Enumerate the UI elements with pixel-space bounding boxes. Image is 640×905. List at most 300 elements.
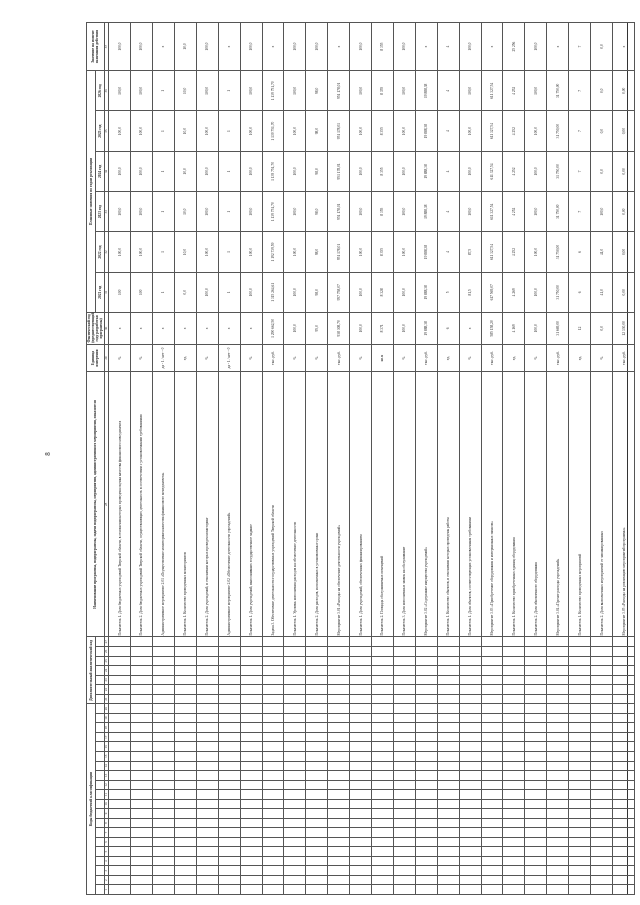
code-cell — [372, 837, 394, 847]
code-cell — [109, 732, 131, 742]
code-cell — [109, 809, 131, 819]
code-cell — [174, 761, 196, 771]
code-subheader-cell — [95, 780, 104, 790]
code-cell — [328, 704, 350, 714]
code-cell — [415, 866, 437, 876]
code-cell — [503, 666, 525, 676]
code-cell — [174, 694, 196, 704]
code-cell — [503, 828, 525, 838]
code-cell — [525, 818, 547, 828]
row-value: 100,0 — [284, 192, 306, 232]
code-cell — [284, 656, 306, 666]
code-cell — [372, 818, 394, 828]
code-cell — [547, 847, 569, 857]
code-cell — [328, 752, 350, 762]
code-cell — [459, 752, 481, 762]
row-value: 1 — [218, 71, 240, 111]
code-cell — [372, 694, 394, 704]
row-value: 100,0 — [525, 192, 547, 232]
code-cell — [152, 675, 174, 685]
row-value: 100,0 — [109, 23, 131, 71]
table-row — [437, 23, 459, 895]
row-name: Мероприятие 3.01 «Расходы на обеспечение деятельности учреждений» — [328, 372, 350, 637]
code-cell — [415, 790, 437, 800]
row-value: 611 327,54 — [481, 151, 503, 191]
code-cell — [174, 856, 196, 866]
row-value: х — [196, 312, 218, 344]
base-year-column-header: Фактический год (предшествующий году разработки программы) — [87, 312, 104, 343]
code-cell — [240, 828, 262, 838]
code-cell — [196, 847, 218, 857]
code-cell — [525, 885, 547, 895]
code-cell — [415, 752, 437, 762]
code-cell — [350, 704, 372, 714]
code-cell — [240, 856, 262, 866]
row-value: 100,0 — [240, 71, 262, 111]
code-cell — [613, 847, 635, 857]
code-cell — [415, 771, 437, 781]
row-value: 100,0 — [459, 151, 481, 191]
row-value: х — [459, 312, 481, 344]
code-cell — [350, 885, 372, 895]
code-cell — [240, 637, 262, 647]
column-number: 6 — [104, 837, 109, 847]
code-cell — [591, 647, 613, 657]
row-value: 100,0 — [196, 111, 218, 151]
row-value: х — [218, 23, 240, 71]
row-value: 100,0 — [196, 71, 218, 111]
code-cell — [218, 656, 240, 666]
code-cell — [372, 675, 394, 685]
code-cell — [613, 818, 635, 828]
row-value: 100,0 — [284, 151, 306, 191]
row-value: 98,0 — [306, 232, 328, 272]
code-cell — [372, 656, 394, 666]
code-cell — [525, 637, 547, 647]
code-cell — [328, 723, 350, 733]
code-cell — [503, 780, 525, 790]
row-value: 0,0 — [591, 71, 613, 111]
code-cell — [372, 704, 394, 714]
code-cell — [393, 647, 415, 657]
code-cell — [613, 742, 635, 752]
row-name: Показатель 2. Доля обновленного оборудования — [525, 372, 547, 637]
code-cell — [481, 732, 503, 742]
row-value: 100,0 — [350, 111, 372, 151]
row-value: х — [415, 23, 437, 71]
code-cell — [174, 675, 196, 685]
code-cell — [481, 656, 503, 666]
code-cell — [109, 847, 131, 857]
code-cell — [393, 790, 415, 800]
row-value: 10,0 — [174, 192, 196, 232]
table-row — [306, 23, 328, 895]
code-cell — [328, 780, 350, 790]
code-cell — [481, 742, 503, 752]
code-cell — [481, 856, 503, 866]
row-value: 98,0 — [306, 151, 328, 191]
code-cell — [284, 771, 306, 781]
code-cell — [459, 723, 481, 733]
code-cell — [350, 790, 372, 800]
row-value: 1 — [152, 151, 174, 191]
row-value: 611 327,54 — [481, 192, 503, 232]
row-value: х — [240, 312, 262, 344]
code-cell — [459, 885, 481, 895]
code-cell — [569, 790, 591, 800]
row-value: 100,0 — [350, 272, 372, 312]
code-cell — [437, 837, 459, 847]
code-cell — [174, 637, 196, 647]
code-cell — [503, 704, 525, 714]
code-cell — [481, 799, 503, 809]
code-cell — [196, 742, 218, 752]
code-cell — [459, 694, 481, 704]
code-cell — [591, 656, 613, 666]
code-cell — [415, 666, 437, 676]
column-number: 10 — [104, 799, 109, 809]
code-cell — [240, 732, 262, 742]
code-cell — [415, 780, 437, 790]
code-cell — [240, 675, 262, 685]
code-cell — [525, 875, 547, 885]
code-cell — [306, 866, 328, 876]
code-cell — [437, 856, 459, 866]
row-value: 4 252 — [503, 71, 525, 111]
column-number: 34 — [104, 151, 109, 191]
row-value: 100,0 — [393, 151, 415, 191]
row-value: х — [152, 23, 174, 71]
code-subheader-cell — [95, 885, 104, 895]
code-cell — [503, 752, 525, 762]
extra-code-group-header: Дополнительный аналитический код — [87, 637, 96, 704]
code-cell — [152, 856, 174, 866]
code-cell — [306, 761, 328, 771]
code-cell — [306, 752, 328, 762]
row-value: 1 — [152, 272, 174, 312]
table-row — [459, 23, 481, 895]
code-cell — [262, 837, 284, 847]
code-cell — [393, 885, 415, 895]
code-cell — [481, 675, 503, 685]
code-cell — [174, 818, 196, 828]
code-cell — [109, 885, 131, 895]
row-value: 31 669,00 — [547, 312, 569, 344]
code-cell — [284, 837, 306, 847]
code-cell — [284, 704, 306, 714]
code-cell — [372, 875, 394, 885]
row-value: 100,0 — [393, 71, 415, 111]
code-cell — [591, 637, 613, 647]
code-cell — [196, 656, 218, 666]
code-cell — [437, 685, 459, 695]
row-value: 100,0 — [393, 111, 415, 151]
code-cell — [152, 666, 174, 676]
code-cell — [393, 847, 415, 857]
code-cell — [437, 809, 459, 819]
row-value: 611 327,54 — [481, 111, 503, 151]
row-value: 100,0 — [459, 23, 481, 71]
code-cell — [613, 723, 635, 733]
code-cell — [591, 732, 613, 742]
code-subheader-cell — [95, 771, 104, 781]
code-cell — [393, 723, 415, 733]
code-cell — [525, 809, 547, 819]
code-cell — [262, 647, 284, 657]
row-value: 100,0 — [393, 23, 415, 71]
row-value: 1 139 751,70 — [262, 151, 284, 191]
code-cell — [503, 647, 525, 657]
code-cell — [218, 732, 240, 742]
code-cell — [415, 713, 437, 723]
code-cell — [415, 675, 437, 685]
code-cell — [547, 856, 569, 866]
code-cell — [437, 694, 459, 704]
code-cell — [525, 675, 547, 685]
code-cell — [372, 790, 394, 800]
code-cell — [196, 799, 218, 809]
code-cell — [525, 685, 547, 695]
code-cell — [481, 723, 503, 733]
row-value: 100,0 — [350, 192, 372, 232]
code-cell — [284, 675, 306, 685]
code-cell — [350, 742, 372, 752]
row-value: х — [481, 23, 503, 71]
row-value: х — [109, 312, 131, 344]
row-value: 100,0 — [196, 151, 218, 191]
code-cell — [109, 856, 131, 866]
row-value: 0,00 — [613, 111, 635, 151]
code-cell — [350, 723, 372, 733]
code-cell — [372, 685, 394, 695]
row-value: 100,0 — [196, 23, 218, 71]
row-value: 4 252 — [503, 232, 525, 272]
code-cell — [459, 675, 481, 685]
code-cell — [591, 742, 613, 752]
name-column-header: Наименование программы, подпрограммы, задачи подпрограммы, мероприятия, административного мероприятия, показателя — [87, 372, 105, 637]
code-cell — [109, 875, 131, 885]
code-cell — [328, 790, 350, 800]
code-cell — [437, 656, 459, 666]
code-cell — [503, 713, 525, 723]
code-cell — [109, 656, 131, 666]
code-cell — [437, 647, 459, 657]
row-value: 8 355 — [372, 192, 394, 232]
code-cell — [613, 656, 635, 666]
column-number: 26 — [104, 647, 109, 657]
code-cell — [152, 704, 174, 714]
code-cell — [613, 837, 635, 847]
row-value: 31 750,00 — [547, 71, 569, 111]
code-cell — [131, 752, 153, 762]
row-value: 10,0 — [174, 232, 196, 272]
code-cell — [613, 771, 635, 781]
row-unit: % — [591, 344, 613, 372]
code-cell — [152, 780, 174, 790]
row-value: 41,0 — [591, 232, 613, 272]
code-cell — [109, 828, 131, 838]
code-cell — [218, 704, 240, 714]
code-cell — [547, 713, 569, 723]
code-cell — [196, 818, 218, 828]
code-cell — [109, 666, 131, 676]
code-cell — [613, 666, 635, 676]
row-value: 0,00 — [613, 232, 635, 272]
code-cell — [306, 637, 328, 647]
code-cell — [481, 752, 503, 762]
code-cell — [372, 732, 394, 742]
column-number: 11 — [104, 790, 109, 800]
code-cell — [196, 666, 218, 676]
code-cell — [569, 742, 591, 752]
code-cell — [415, 875, 437, 885]
year-header: 2022 год — [95, 232, 104, 272]
row-value: 100,0 — [131, 192, 153, 232]
code-cell — [174, 666, 196, 676]
code-cell — [350, 856, 372, 866]
code-subheader-cell — [95, 866, 104, 876]
table-row — [547, 23, 569, 895]
code-cell — [481, 666, 503, 676]
code-cell — [174, 723, 196, 733]
row-value: 98,0 — [306, 272, 328, 312]
row-value: 100,0 — [284, 272, 306, 312]
row-value: 19 888,38 — [415, 192, 437, 232]
row-value: 100,0 — [591, 192, 613, 232]
code-cell — [196, 685, 218, 695]
code-cell — [174, 647, 196, 657]
code-cell — [459, 799, 481, 809]
table-row — [503, 23, 525, 895]
code-cell — [350, 875, 372, 885]
row-value: 1 192 739,59 — [262, 232, 284, 272]
code-cell — [284, 685, 306, 695]
code-cell — [328, 818, 350, 828]
row-value: 1 139 751,70 — [262, 192, 284, 232]
column-number: 23 — [104, 675, 109, 685]
code-cell — [459, 856, 481, 866]
code-cell — [174, 742, 196, 752]
row-unit: тыс. руб. — [328, 344, 350, 372]
row-unit: % — [284, 344, 306, 372]
code-cell — [152, 875, 174, 885]
code-cell — [547, 771, 569, 781]
row-value: 951 178,01 — [328, 71, 350, 111]
code-cell — [547, 656, 569, 666]
code-cell — [569, 828, 591, 838]
code-cell — [196, 790, 218, 800]
code-cell — [437, 866, 459, 876]
code-cell — [174, 828, 196, 838]
code-cell — [131, 694, 153, 704]
row-value: 4 252 — [503, 111, 525, 151]
row-name: Показатель 1. Уровень исполнения расходов на обеспечение деятельности — [284, 372, 306, 637]
row-value: 0,00 — [613, 71, 635, 111]
code-cell — [131, 809, 153, 819]
code-cell — [503, 790, 525, 800]
column-number: 33 — [104, 192, 109, 232]
year-header: 2025 год — [95, 111, 104, 151]
code-cell — [196, 723, 218, 733]
row-value: 951 178,01 — [328, 232, 350, 272]
row-value: 31 750,00 — [547, 192, 569, 232]
code-cell — [569, 723, 591, 733]
code-cell — [569, 752, 591, 762]
code-cell — [218, 885, 240, 895]
row-value: 19 888,38 — [415, 272, 437, 312]
code-subheader-cell — [95, 685, 104, 695]
row-value: 100,0 — [393, 232, 415, 272]
table-row — [196, 23, 218, 895]
code-cell — [613, 637, 635, 647]
row-unit: тыс. руб. — [547, 344, 569, 372]
code-cell — [174, 780, 196, 790]
table-row — [284, 23, 306, 895]
code-cell — [569, 771, 591, 781]
code-cell — [152, 656, 174, 666]
code-cell — [591, 837, 613, 847]
code-cell — [109, 685, 131, 695]
table-row — [262, 23, 284, 895]
code-cell — [284, 780, 306, 790]
code-cell — [481, 875, 503, 885]
code-cell — [306, 675, 328, 685]
code-cell — [415, 732, 437, 742]
code-cell — [525, 847, 547, 857]
code-cell — [525, 704, 547, 714]
code-cell — [415, 885, 437, 895]
code-cell — [525, 723, 547, 733]
code-cell — [547, 761, 569, 771]
code-cell — [109, 790, 131, 800]
table-row — [525, 23, 547, 895]
code-subheader-cell — [95, 799, 104, 809]
row-value: 8 355 — [372, 71, 394, 111]
code-cell — [459, 837, 481, 847]
column-number: 7 — [104, 828, 109, 838]
code-cell — [109, 866, 131, 876]
code-cell — [437, 847, 459, 857]
code-cell — [372, 856, 394, 866]
row-value: 100,0 — [284, 312, 306, 344]
code-cell — [591, 866, 613, 876]
code-cell — [350, 837, 372, 847]
code-subheader-cell — [95, 647, 104, 657]
code-cell — [613, 809, 635, 819]
row-value: 8 355 — [372, 151, 394, 191]
row-value: 951 178,01 — [328, 111, 350, 151]
row-name: Административное мероприятие 2.02 «Обеспечение деятельности учреждений» — [218, 372, 240, 637]
code-cell — [415, 742, 437, 752]
code-cell — [240, 713, 262, 723]
code-cell — [240, 885, 262, 895]
code-cell — [262, 847, 284, 857]
row-unit: % — [131, 344, 153, 372]
code-cell — [372, 866, 394, 876]
code-cell — [525, 647, 547, 657]
code-cell — [218, 752, 240, 762]
code-cell — [218, 647, 240, 657]
code-cell — [547, 675, 569, 685]
code-cell — [196, 704, 218, 714]
code-cell — [109, 799, 131, 809]
row-value: 1 — [218, 151, 240, 191]
code-cell — [240, 656, 262, 666]
code-cell — [481, 790, 503, 800]
code-cell — [503, 675, 525, 685]
column-number: 30 — [104, 312, 109, 344]
code-cell — [306, 847, 328, 857]
